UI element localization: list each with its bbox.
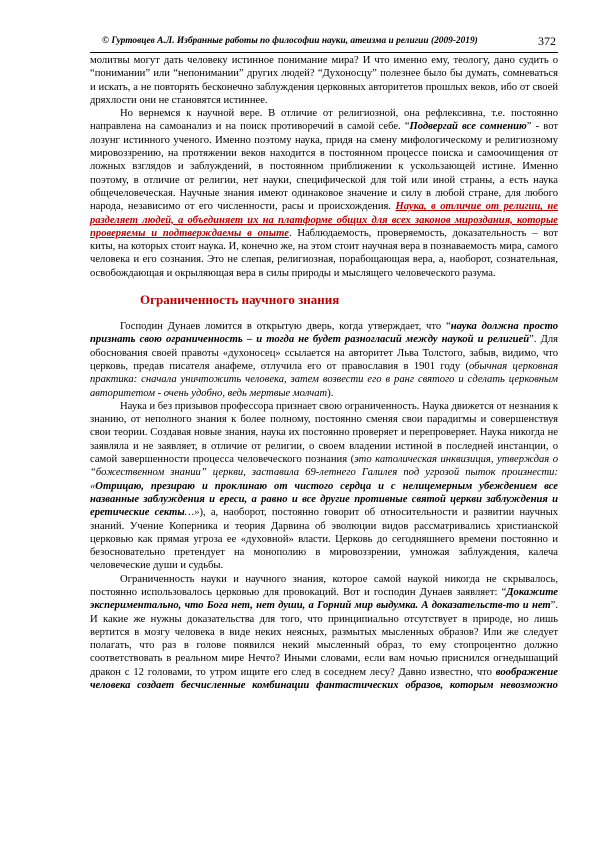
paragraph-2 (90, 107, 558, 280)
text-run: ”. И какие же нужны доказательства для того, что принципиально отсутствует в природе, но лишь вертится в мозгу человека в виде неких неясных, размытых мысленных образов? Или же следует полагать, что раз в голове появился некий мысленный образ, то ему стопроцентно должно соответствовать в реальном мире Нечто? Иными словами, если вам ночью приснился огнедышащий дракон с 12 головами, то утром ищите его след в соседнем лесу? Давно известно, что (90, 600, 558, 678)
text-run: ” - вот лозунг истинного ученого. Именно поэтому наука, придя на смену мифологическому и религиозному мировоззрению, на протяжении веков находится в постоянном процессе поиска и самоочищения от ложных взглядов и заблуждений, в постоянном приближении к ускользающей истине. Именно поэтому, в отличие от религии, нет науки, специфической для той или иной страны, а есть наука общечеловеческая. Научные знания имеют одинаковое значение и силу в любой стране, для любого народа, независимо от его численности, расы и происхождения. (90, 121, 559, 213)
text-run: ). (327, 387, 334, 399)
italic-note: это католическая инквизиция, утверждая о “божественном знании” церкви, заставила 69-летнего Галилея под угрозой пыток произнести: « (90, 454, 558, 492)
emphasis: воображение человека создает (90, 666, 558, 692)
paragraph-1: молитвы могут дать человеку истинное понимание мира? И что именно ему, теологу, дано судить о “понимании” или “непонимании” других людей? “Духоносцу” полезнее было бы думать, сомневаться и искать, а не повторять бесконечно заблуждения церковных авторитетов прошлых веков, ибо от своей дряхлости они не становятся истиннее. (90, 55, 558, 106)
paragraph-4 (90, 400, 558, 573)
emphasis: Отрицаю, презираю и проклинаю от чистого сердца и с нелицемерным убеждением все названные заблуждения и ереси, а равно и все другие противные святой церкви заблуждения и еретические секты (90, 480, 558, 519)
text-run: ), а, наоборот, постоянно говорит об относительности и развитии научных знаний. Учение Коперника и теория Дарвина об эволюции видов рассматривались христианской церковью как прямая угроза ее «духовной» власти. Церковь до сегодняшнего времени постоянно и безосновательно претендует на монополию в мировоззрении, умножая заблуждения, калеча человеческие души и судьбы. (90, 507, 559, 572)
page-header (90, 34, 558, 53)
header-title: © Гуртовцев А.Л. Избранные работы по философии науки, атеизма и религии (2009-2019) (102, 36, 478, 46)
italic-note: обычная церковная практика: сначала уничтожить человека, затем возвести его в ранг святого и сделать церковным авторитетом - очень удобно, ведь мертвые молчат (90, 360, 558, 399)
emphasis: наука должна просто признать свою ограниченность – и тогда не будет разногласий между наукой и религией (90, 321, 559, 346)
text-run: Ограниченность науки и научного знания, которое самой наукой никогда не скрывалось, постоянно использовалось церковью для провокаций. Вот и господин Дунаев заявляет: “ (90, 573, 558, 598)
page-number: 372 (538, 34, 556, 48)
text-run: Наука и без призывов профессора признает свою ограниченность. Наука движется от незнания к знанию, от неполного знания к более полному, постоянно сменяя свои парадигмы и совершенствуя свои теории. Создавая новые знания, наука их постоянно проверяет и перепроверяет. Наука никогда не заявляла и не заявляет, в отличие от религии, о своем владении истиной в последней инстанции, о самой завершенности процесса человеческого познания ( (90, 400, 558, 466)
text-run: . Наблюдаемость, проверяемость, доказательность – вот киты, на которых стоит наука. И, конечно же, на этом стоит научная вера в познаваемость мира, самого человека и его сознания. Это не слепая, религиозная, порабощающая вера, а, наоборот, сознательная, освобождающая и окрыляющая вера в силы природы и мыслящего человеческого разума. (90, 227, 558, 279)
emphasis: бесчисленные комбинации фантастических образов, которым невозможно (180, 680, 558, 692)
section-title: Ограниченность научного знания (140, 292, 340, 308)
paragraph-3 (90, 320, 558, 400)
text-run: Но вернемся к научной вере. В отличие от религиозной, она рефлексивна, т.е. постоянно направлена на самоанализ и на поиск противоречий в самой себе. “ (90, 108, 558, 133)
text-run: ”. Для обоснования своей правоты «духоносец» ссылается на авторитет Льва Толстого, забыв, видимо, что церковь, предав писателя анафеме, отлучила его от православия в 1901 году ( (90, 334, 558, 372)
paragraph-5 (90, 573, 558, 693)
page-content (90, 54, 558, 692)
italic-note: …» (184, 507, 200, 519)
emphasis: Докажите экспериментально, что Бога нет, нет души, а Горний мир выдумка. А доказательств-то и нет (90, 586, 558, 612)
emphasis: Подвергай все сомнению (409, 121, 527, 133)
red-emphasis: Наука, в отличие от религии, не разделяет людей, а объединяет их на платформе общих для всех законов мироздания, которые проверяемы и подтверждаемы в опыте (90, 201, 558, 239)
text-run: Господин Дунаев ломится в открытую дверь, когда утверждает, что “ (120, 321, 451, 333)
